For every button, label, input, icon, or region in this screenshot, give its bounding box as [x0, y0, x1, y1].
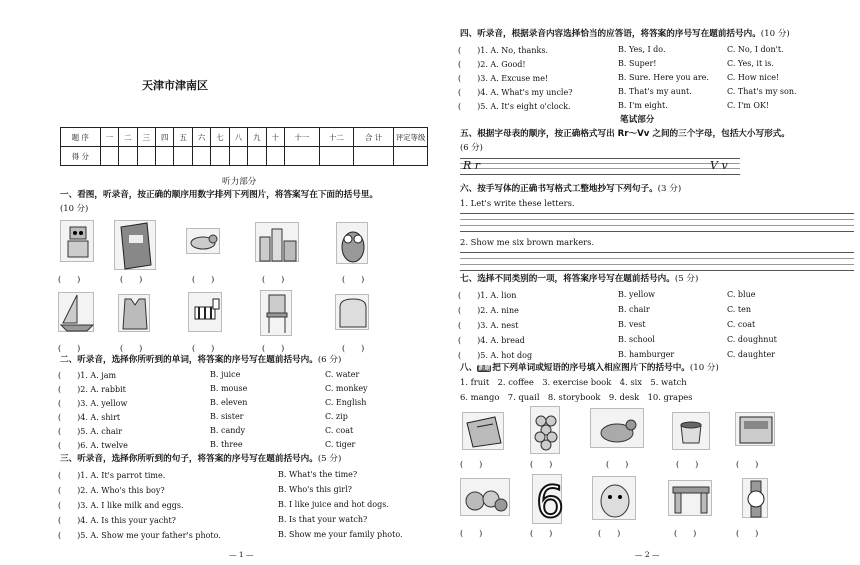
answer-blank[interactable]: ( ) [460, 460, 483, 469]
sec5-title: 五、根据字母表的顺序，按正确格式写出 Rr～Vv 之间的三个字母，包括大小写形式。 [460, 129, 790, 139]
answer-blank[interactable]: ( ) [676, 460, 699, 469]
sec3-item: ( )2. A. Who's this boy? B. Who's this girl? [58, 485, 352, 495]
watch-icon [742, 478, 768, 518]
mango-icon [592, 476, 636, 520]
vest-icon [118, 294, 150, 332]
score-header: 三 [137, 128, 155, 147]
score-header: 一 [100, 128, 118, 147]
sec2-item: ( )1. A. jam B. juice C. water [58, 370, 360, 380]
sec7-item: ( )3. A. nest B. vest C. coat [458, 320, 756, 330]
sec7-item: ( )1. A. lion B. yellow C. blue [458, 290, 756, 300]
owl-icon [336, 222, 368, 264]
sentence-1: 1. Let's write these letters. [460, 198, 575, 208]
sec2-title: 二、听录音，选择你所听到的单词，将答案的序号写在题前括号内。(6 分) [60, 355, 342, 365]
score-cell[interactable] [354, 147, 394, 166]
book-icon [114, 220, 156, 270]
sec3-item: ( )4. A. Is this your yacht? B. Is that your watch? [58, 515, 368, 525]
page-number: — 2 — [635, 550, 660, 559]
sec8-blanks-row1 [430, 459, 860, 472]
sec7-item: ( )4. A. bread B. school C. doughnut [458, 335, 777, 345]
answer-blank[interactable]: ( ) [58, 275, 81, 284]
sec3-item: ( )1. A. It's parrot time. B. What's the time? [58, 470, 358, 480]
score-cell[interactable] [266, 147, 284, 166]
answer-blank[interactable]: ( ) [342, 275, 365, 284]
sec2-item: ( )6. A. twelve B. three C. tiger [58, 440, 356, 450]
score-header: 六 [192, 128, 210, 147]
score-row-label: 得 分 [61, 147, 101, 166]
sec1-blanks-row1 [0, 274, 430, 287]
score-header: 十二 [319, 128, 354, 147]
boat-icon [58, 292, 94, 332]
score-header: 二 [119, 128, 137, 147]
grapes-icon [530, 406, 560, 454]
score-cell[interactable] [229, 147, 247, 166]
sec2-item: ( )4. A. shirt B. sister C. zip [58, 412, 348, 422]
answer-blank[interactable]: ( ) [120, 344, 143, 353]
desk-icon [668, 480, 712, 516]
answer-blank[interactable]: ( ) [120, 275, 143, 284]
sec3-item: ( )5. A. Show me your father's photo. B. Show me your family photo. [58, 530, 403, 540]
sentence-2: 2. Show me six brown markers. [460, 237, 595, 247]
score-cell[interactable] [137, 147, 155, 166]
sec3-item: ( )3. A. I like milk and eggs. B. I like juice and hot dogs. [58, 500, 389, 510]
answer-blank[interactable]: ( ) [262, 344, 285, 353]
coffee-icon [672, 412, 710, 450]
quail-icon [590, 408, 644, 448]
word-list-1: 1. fruit 2. coffee 3. exercise book 4. six 5. watch [460, 377, 687, 387]
answer-blank[interactable]: ( ) [530, 529, 553, 538]
svg-text:6: 6 [536, 477, 563, 525]
answer-blank[interactable]: ( ) [342, 344, 365, 353]
answer-blank[interactable]: ( ) [598, 529, 621, 538]
six-icon [532, 474, 562, 524]
score-header: 合 计 [354, 128, 394, 147]
score-cell[interactable] [156, 147, 174, 166]
score-cell[interactable] [211, 147, 229, 166]
page-number: — 1 — [229, 550, 254, 559]
score-header-row [61, 128, 428, 147]
score-cell[interactable] [394, 147, 428, 166]
sec4-item: ( )4. A. What's my uncle? B. That's my aunt. C. That's my son. [458, 87, 797, 97]
sec4-item: ( )1. A. No, thanks. B. Yes, I do. C. No, I don't. [458, 45, 784, 55]
answer-blank[interactable]: ( ) [674, 529, 697, 538]
answer-blank[interactable]: ( ) [192, 275, 215, 284]
written-header: 笔试部分 [620, 115, 655, 125]
score-header: 七 [211, 128, 229, 147]
storybook-icon [735, 412, 775, 446]
score-table [60, 127, 428, 166]
fruit-icon [460, 478, 510, 516]
sec7-item: ( )2. A. nine B. chair C. ten [458, 305, 752, 315]
sec3-title: 三、听录音，选择你所听到的句子，将答案的序号写在题前括号内。(5 分) [60, 454, 342, 464]
score-cell[interactable] [100, 147, 118, 166]
score-header: 十一 [284, 128, 319, 147]
sec5-points: (6 分) [460, 142, 483, 152]
answer-blank[interactable]: ( ) [530, 460, 553, 469]
answer-blank[interactable]: ( ) [192, 344, 215, 353]
answer-blank[interactable]: ( ) [606, 460, 629, 469]
score-cell[interactable] [119, 147, 137, 166]
score-header: 题 序 [61, 128, 101, 147]
score-header: 九 [248, 128, 266, 147]
sec8-blanks-row2 [430, 528, 860, 541]
answer-blank[interactable]: ( ) [736, 460, 759, 469]
chair-icon [260, 290, 292, 336]
sec7-item: ( )5. A. hot dog B. hamburger C. daughter [458, 350, 776, 360]
answer-blank[interactable]: ( ) [262, 275, 285, 284]
bread-icon [335, 294, 369, 330]
new-badge: 新题 [478, 365, 491, 372]
word-list-2: 6. mango 7. quail 8. storybook 9. desk 10. grapes [460, 392, 693, 402]
score-header: 八 [229, 128, 247, 147]
sec6-title: 六、按手写体的正确书写格式工整地抄写下列句子。(3 分) [460, 184, 682, 194]
sec4-item: ( )5. A. It's eight o'clock. B. I'm eight. C. I'm OK! [458, 101, 770, 111]
district-title: 天津市津南区 [142, 79, 208, 92]
score-header: 十 [266, 128, 284, 147]
exercise-book-icon [462, 412, 504, 450]
score-header: 五 [174, 128, 192, 147]
listening-header: 听力部分 [222, 177, 257, 187]
score-cell[interactable] [284, 147, 319, 166]
city-icon [255, 222, 299, 262]
score-cell[interactable] [248, 147, 266, 166]
sec8-title: 八、新题 把下列单词或短语的序号填入相应图片下的括号中。(10 分) [460, 363, 719, 373]
sec2-item: ( )5. A. chair B. candy C. coat [58, 426, 354, 436]
robot-icon [60, 220, 94, 262]
sec1-points: (10 分) [60, 203, 89, 213]
sec2-item: ( )3. A. yellow B. eleven C. English [58, 398, 367, 408]
sec4-item: ( )3. A. Excuse me! B. Sure. Here you are. C. How nice! [458, 73, 780, 83]
start-letters: R r [463, 159, 481, 172]
sec1-title: 一、看图，听录音，按正确的顺序用数字排列下列图片，将答案写在下面的括号里。 [60, 190, 378, 200]
answer-blank[interactable]: ( ) [736, 529, 759, 538]
score-header: 四 [156, 128, 174, 147]
zebra-icon [188, 292, 222, 332]
score-row [61, 147, 428, 166]
answer-blank[interactable]: ( ) [460, 529, 483, 538]
sec7-title: 七、选择不同类别的一项，将答案序号写在题前括号内。(5 分) [460, 274, 699, 284]
score-cell[interactable] [174, 147, 192, 166]
page-2 [430, 0, 860, 565]
sec2-item: ( )2. A. rabbit B. mouse C. monkey [58, 384, 368, 394]
score-cell[interactable] [319, 147, 354, 166]
sec4-title: 四、听录音，根据录音内容选择恰当的应答语，将答案的序号写在题前括号内。(10 分) [460, 29, 790, 39]
answer-blank[interactable]: ( ) [58, 344, 81, 353]
sec4-item: ( )2. A. Good! B. Super! C. Yes, it is. [458, 59, 774, 69]
bird-icon [186, 228, 220, 254]
end-letters: V v [710, 159, 728, 172]
score-cell[interactable] [192, 147, 210, 166]
score-header: 评定等级 [394, 128, 428, 147]
